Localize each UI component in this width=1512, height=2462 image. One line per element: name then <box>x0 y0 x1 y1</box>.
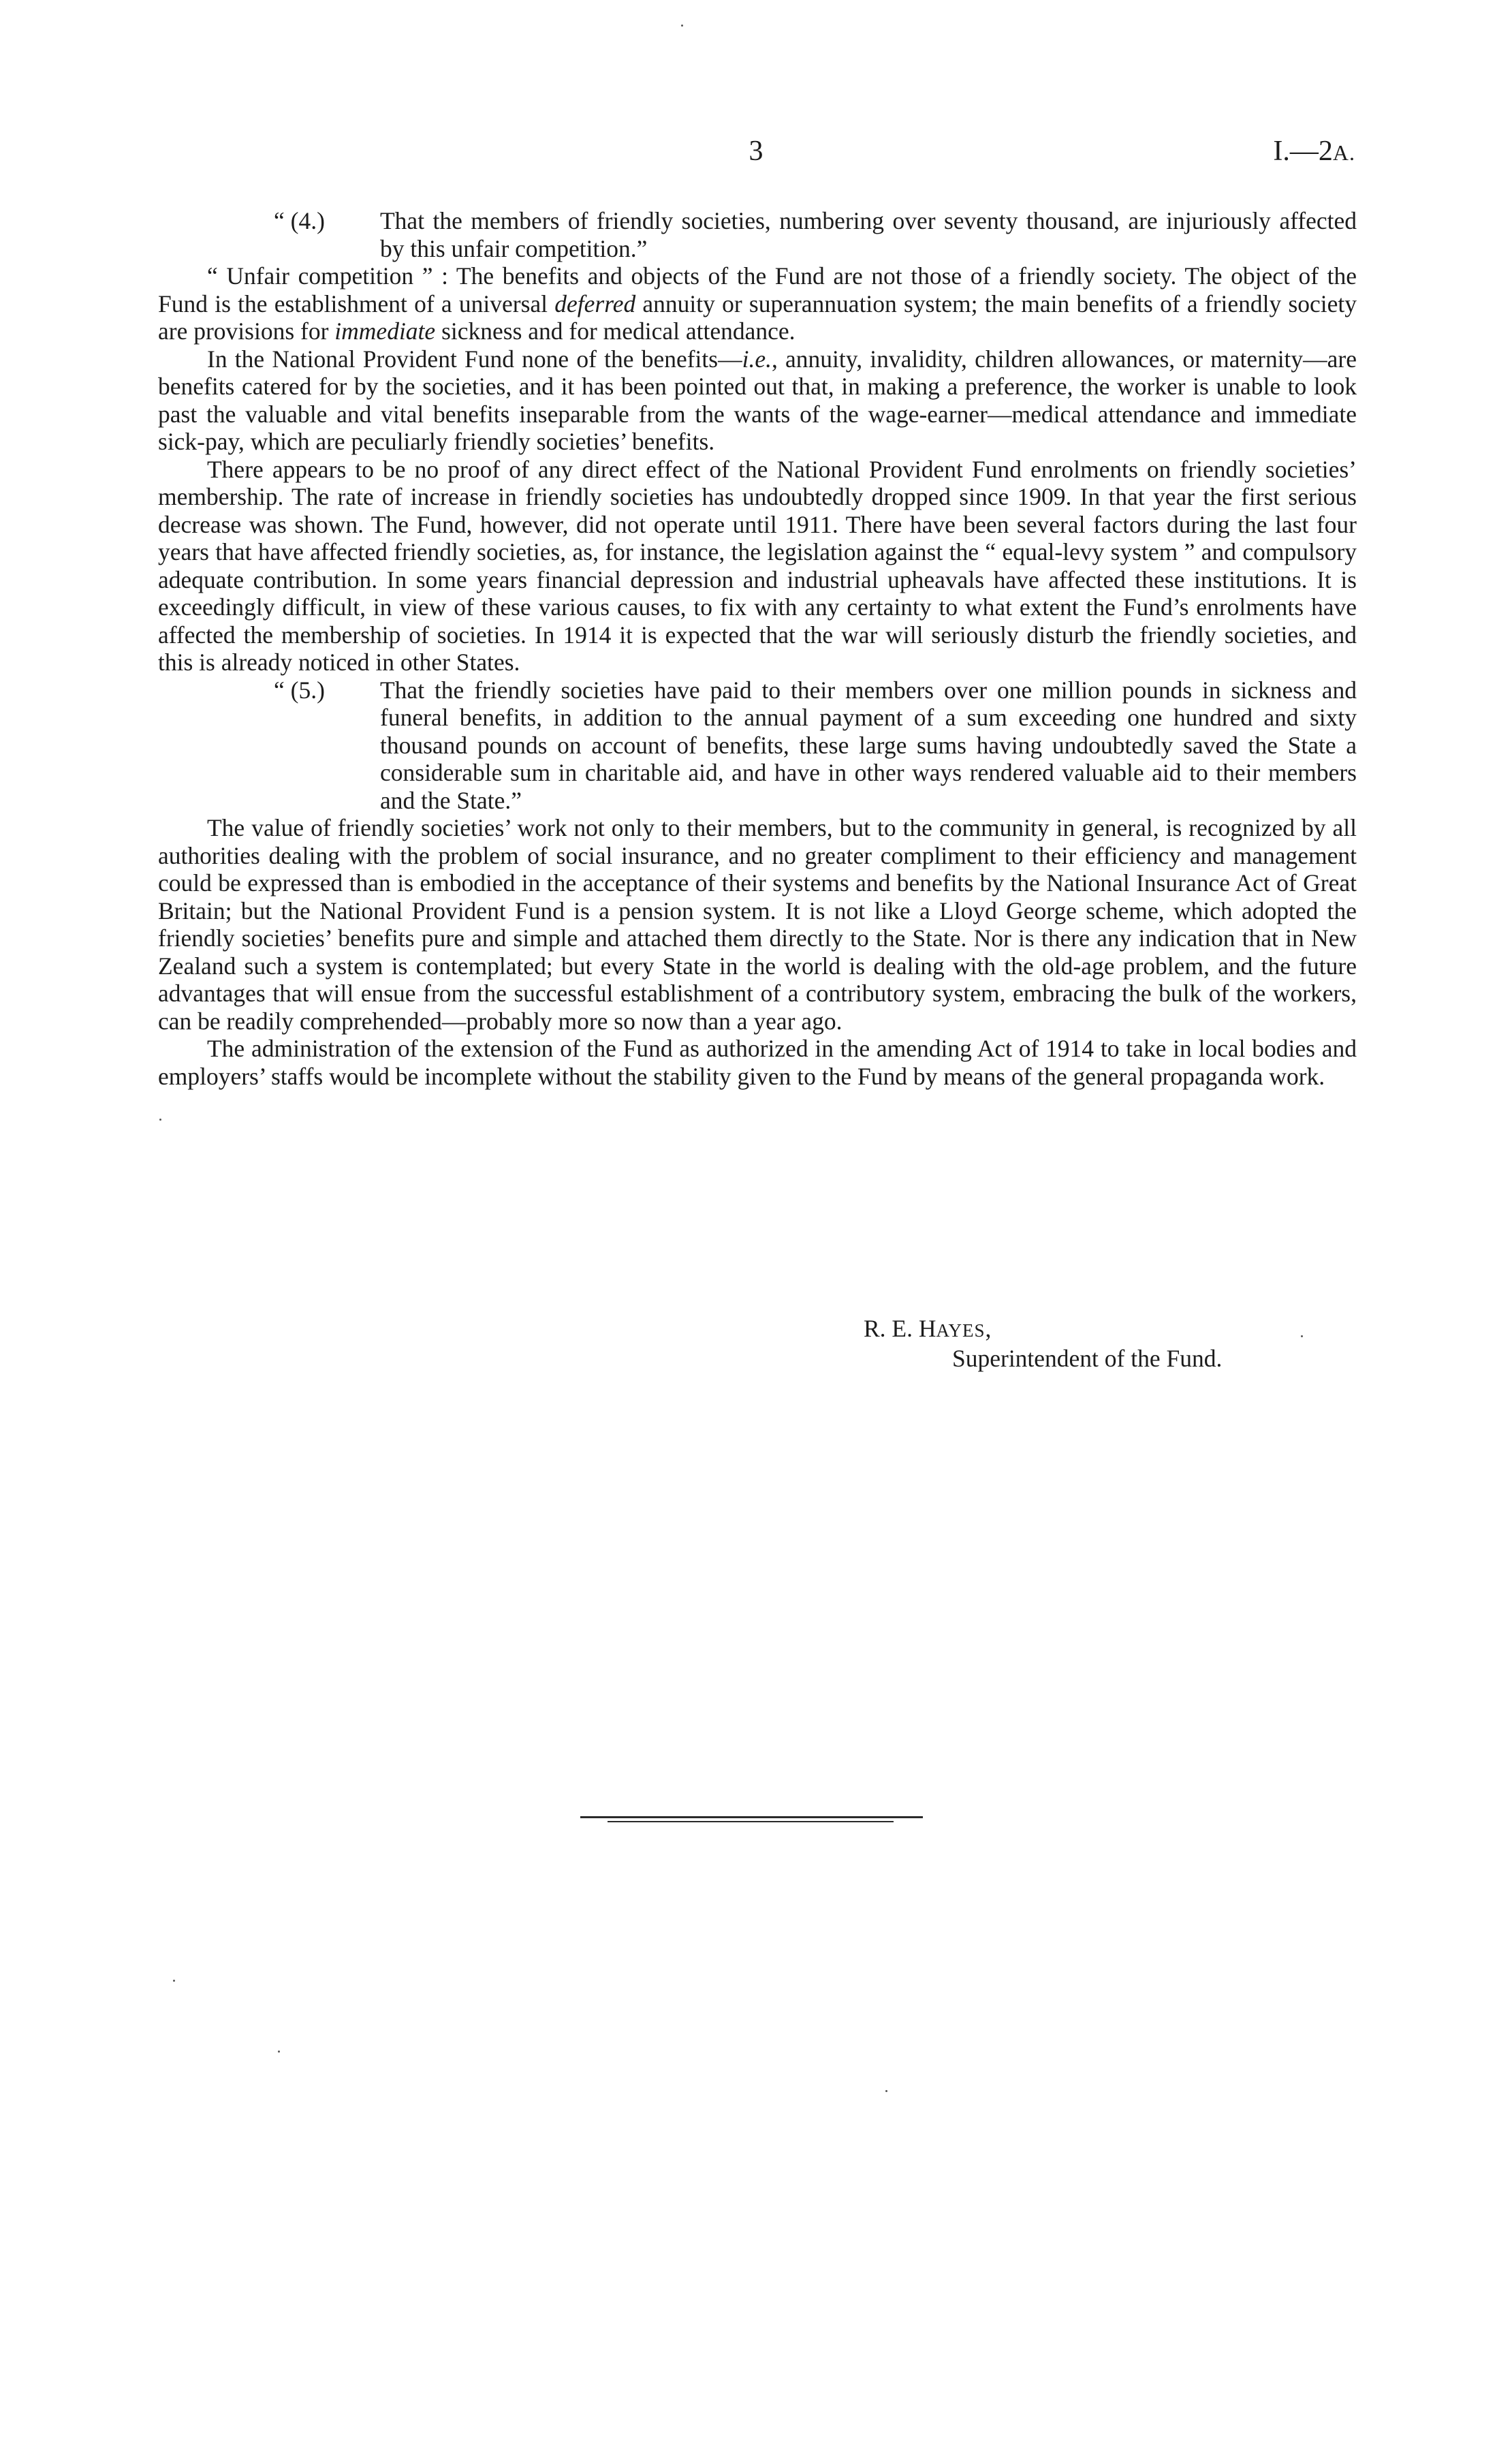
document-reference-suffix: A. <box>1332 140 1355 165</box>
emphasis-immediate: immediate <box>334 317 436 345</box>
body-text <box>158 207 1357 1090</box>
paragraph-benefits <box>158 345 1357 456</box>
quote-paragraph-4 <box>158 207 1357 262</box>
signature-comma: , <box>985 1315 992 1342</box>
quote-number-5: “ (5.) <box>274 676 325 704</box>
emphasis-deferred: deferred <box>554 290 636 317</box>
paragraph-text: In the National Provident Fund none of the benefits— <box>207 345 742 373</box>
paragraph-text: sickness and for medical attendance. <box>441 317 796 345</box>
document-reference-main: I.—2 <box>1273 136 1333 167</box>
paragraph-administration: The administration of the extension of the Fund as authorized in the amending Act of 1914 to take in local bodies and employers’ staffs would be incomplete without the stability given to the Fund by means of the general propaganda work. <box>158 1035 1357 1090</box>
signature-title: Superintendent of the Fund. <box>952 1344 1223 1372</box>
paragraph-text: , annuity, invalidity, children allowances, or maternity—are benefits catered for by the societies, and it has been pointed out that, in making a preference, the worker is unable to look past the valuable and vital benefits inseparable from the wants of the wage-earner—medical attendance and immediate sick-pay, which are peculiarly friendly societies’ benefits. <box>158 345 1357 455</box>
document-reference <box>1273 135 1355 168</box>
emphasis-ie: i.e. <box>742 345 772 373</box>
quote-text-5: That the friendly societies have paid to their members over one million pounds in sickness and funeral benefits, in addition to the annual payment of a sum exceeding one hundred and sixty thousand pounds on account of benefits, these large sums having undoubtedly saved the State a considerable sum in charitable aid, and have in other ways rendered valuable aid to their members and the State.” <box>380 676 1357 814</box>
rule-line-bottom <box>608 1821 894 1822</box>
paragraph-text: “ Unfair competition ” : The benefits and objects of the Fund are not those of a friendly society. The object of the Fund is the establishment of a universal <box>158 262 1357 317</box>
paragraph-value: The value of friendly societies’ work not only to their members, but to the community in general, is recognized by all authorities dealing with the problem of social insurance, and no greater compliment to their efficiency and management could be expressed than is embodied in the acceptance of their systems and benefits by the National Insurance Act of Great Britain; but the National Provident Fund is a pension system. It is not like a Lloyd George scheme, which adopted the friendly societies’ benefits pure and simple and attached them directly to the State. Nor is there any indication that in New Zealand such a system is contemplated; but every State in the world is dealing with the old-age problem, and the future advantages that will ensue from the successful establishment of a contributory system, embracing the bulk of the workers, can be readily comprehended—probably more so now than a year ago. <box>158 814 1357 1035</box>
paragraph-unfair-competition <box>158 262 1357 345</box>
signature-surname: AYES <box>936 1320 986 1341</box>
paragraph-text: annuity or superannuation system; the main benefits of a friendly society are provisions for <box>158 290 1357 345</box>
scan-speck <box>681 25 683 27</box>
page-number: 3 <box>749 136 763 167</box>
closing-rule <box>580 1816 923 1825</box>
scan-speck <box>885 2090 887 2092</box>
scan-speck <box>173 1980 175 1982</box>
signature-block <box>864 1315 1222 1372</box>
signature-initials: R. E. H <box>864 1315 936 1342</box>
scan-speck <box>278 2051 280 2053</box>
quote-number-4: “ (4.) <box>274 207 325 234</box>
quote-text-4: That the members of friendly societies, numbering over seventy thousand, are injuriously affected by this unfair competition.” <box>380 207 1357 262</box>
rule-line-top <box>580 1816 923 1818</box>
quote-paragraph-5 <box>158 676 1357 815</box>
scan-speck <box>159 1119 161 1121</box>
signature-name <box>864 1315 1222 1345</box>
paragraph-enrolments: There appears to be no proof of any direct effect of the National Provident Fund enrolments on friendly societies’ membership. The rate of increase in friendly societies has undoubtedly dropped since 1909. In that year the first serious decrease was shown. The Fund, however, did not operate until 1911. There have been several factors during the last four years that have affected friendly societies, as, for instance, the legislation against the “ equal-levy system ” and compulsory adequate contribution. In some years financial depression and industrial upheavals have affected these institutions. It is exceedingly difficult, in view of these various causes, to fix with any certainty to what extent the Fund’s enrolments have affected the membership of societies. In 1914 it is expected that the war will seriously disturb the friendly societies, and this is already noticed in other States. <box>158 455 1357 676</box>
scan-speck <box>1301 1335 1303 1337</box>
